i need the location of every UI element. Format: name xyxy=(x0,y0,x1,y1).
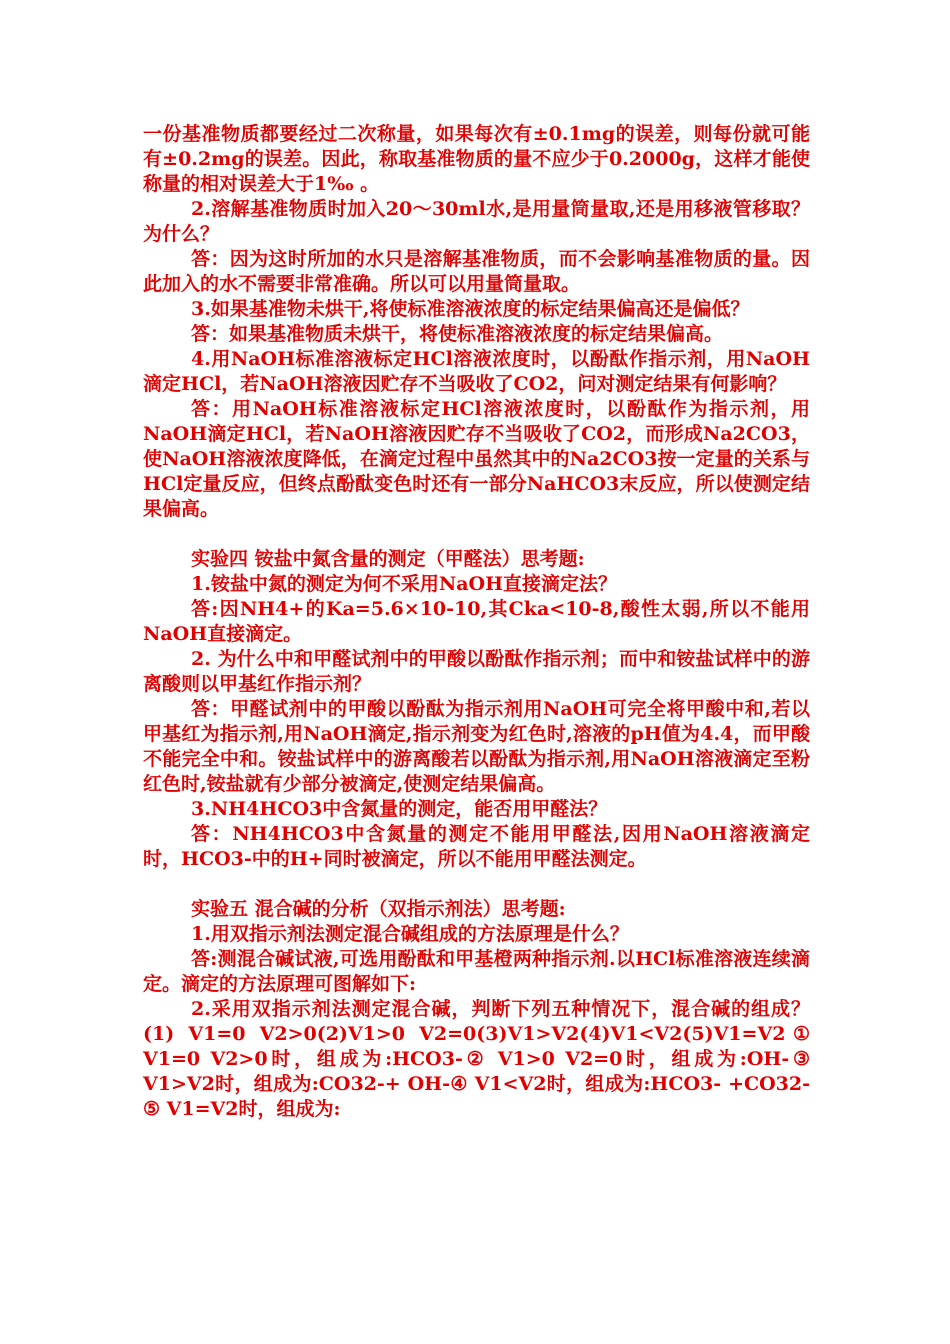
answer-4: 答：用NaOH标准溶液标定HCl溶液浓度时，以酚酞作为指示剂，用NaOH滴定HCl，若NaOH溶液因贮存不当吸收了CO2，而形成Na2CO3，使NaOH溶液浓度降低，在滴定过程中虽然其中的Na2CO3按一定量的关系与HCl定量反应，但终点酚酞变色时还有一部分NaHCO3末反应，所以使测定结果偏高。 xyxy=(143,398,810,520)
exp4-question-3: 3.NH4HCO3中含氮量的测定，能否用甲醛法？ xyxy=(191,798,608,820)
paragraph-1: 一份基准物质都要经过二次称量，如果每次有±0.1mg的误差，则每份就可能有±0.2mg的误差。因此，称取基准物质的量不应少于0.2000g，这样才能使称量的相对误差大于1‰ 。 xyxy=(143,123,810,195)
question-2: 2.溶解基准物质时加入20～30ml水,是用量筒量取,还是用移液管移取？为什么？ xyxy=(143,198,810,245)
exp4-answer-1: 答:因NH4+的Ka=5.6×10-10,其Cka<10-8,酸性太弱,所以不能用NaOH直接滴定。 xyxy=(143,598,810,645)
document-body xyxy=(143,122,810,1122)
answer-2: 答：因为这时所加的水只是溶解基准物质，而不会影响基准物质的量。因此加入的水不需要非常准确。所以可以用量筒量取。 xyxy=(143,248,810,295)
question-3: 3.如果基准物未烘干,将使标准溶液浓度的标定结果偏高还是偏低？ xyxy=(191,298,750,320)
exp5-answer-1: 答:测混合碱试液,可选用酚酞和甲基橙两种指示剂.以HCl标准溶液连续滴定。滴定的方法原理可图解如下: xyxy=(143,948,810,995)
section-gap xyxy=(143,522,810,547)
answer-3: 答：如果基准物质未烘干，将使标准溶液浓度的标定结果偏高。 xyxy=(191,323,724,345)
exp5-question-2: 2.采用双指示剂法测定混合碱，判断下列五种情况下，混合碱的组成？(1) V1=0 V2>0(2)V1>0 V2=0(3)V1>V2(4)V1<V2(5)V1=V2① V1=0 V2>0时，组成为:HCO3-② V1>0 V2=0时，组成为:OH-③ V1>V2时，组成为:CO32-+ OH-④ V1<V2时，组成为:HCO3- +CO32-⑤ V1=V2时，组成为: xyxy=(143,998,810,1120)
question-4: 4.用NaOH标准溶液标定HCl溶液浓度时，以酚酞作指示剂，用NaOH滴定HCl，若NaOH溶液因贮存不当吸收了CO2，问对测定结果有何影响？ xyxy=(143,348,810,395)
exp4-answer-3: 答：NH4HCO3中含氮量的测定不能用甲醛法,因用NaOH溶液滴定时，HCO3-中的H+同时被滴定，所以不能用甲醛法测定。 xyxy=(143,823,810,870)
exp5-question-1: 1.用双指示剂法测定混合碱组成的方法原理是什么？ xyxy=(191,923,629,945)
section-gap xyxy=(143,872,810,897)
exp4-question-2: 2. 为什么中和甲醛试剂中的甲酸以酚酞作指示剂；而中和铵盐试样中的游离酸则以甲基红作指示剂？ xyxy=(143,648,810,695)
exp4-answer-2: 答：甲醛试剂中的甲酸以酚酞为指示剂用NaOH可完全将甲酸中和,若以甲基红为指示剂,用NaOH滴定,指示剂变为红色时,溶液的pH值为4.4，而甲酸不能完全中和。铵盐试样中的游离酸若以酚酞为指示剂,用NaOH溶液滴定至粉红色时,铵盐就有少部分被滴定,使测定结果偏高。 xyxy=(143,698,810,795)
exp4-question-1: 1.铵盐中氮的测定为何不采用NaOH直接滴定法？ xyxy=(191,573,618,595)
section-title-exp4: 实验四 铵盐中氮含量的测定（甲醛法）思考题: xyxy=(191,548,585,570)
section-title-exp5: 实验五 混合碱的分析（双指示剂法）思考题: xyxy=(191,898,566,920)
